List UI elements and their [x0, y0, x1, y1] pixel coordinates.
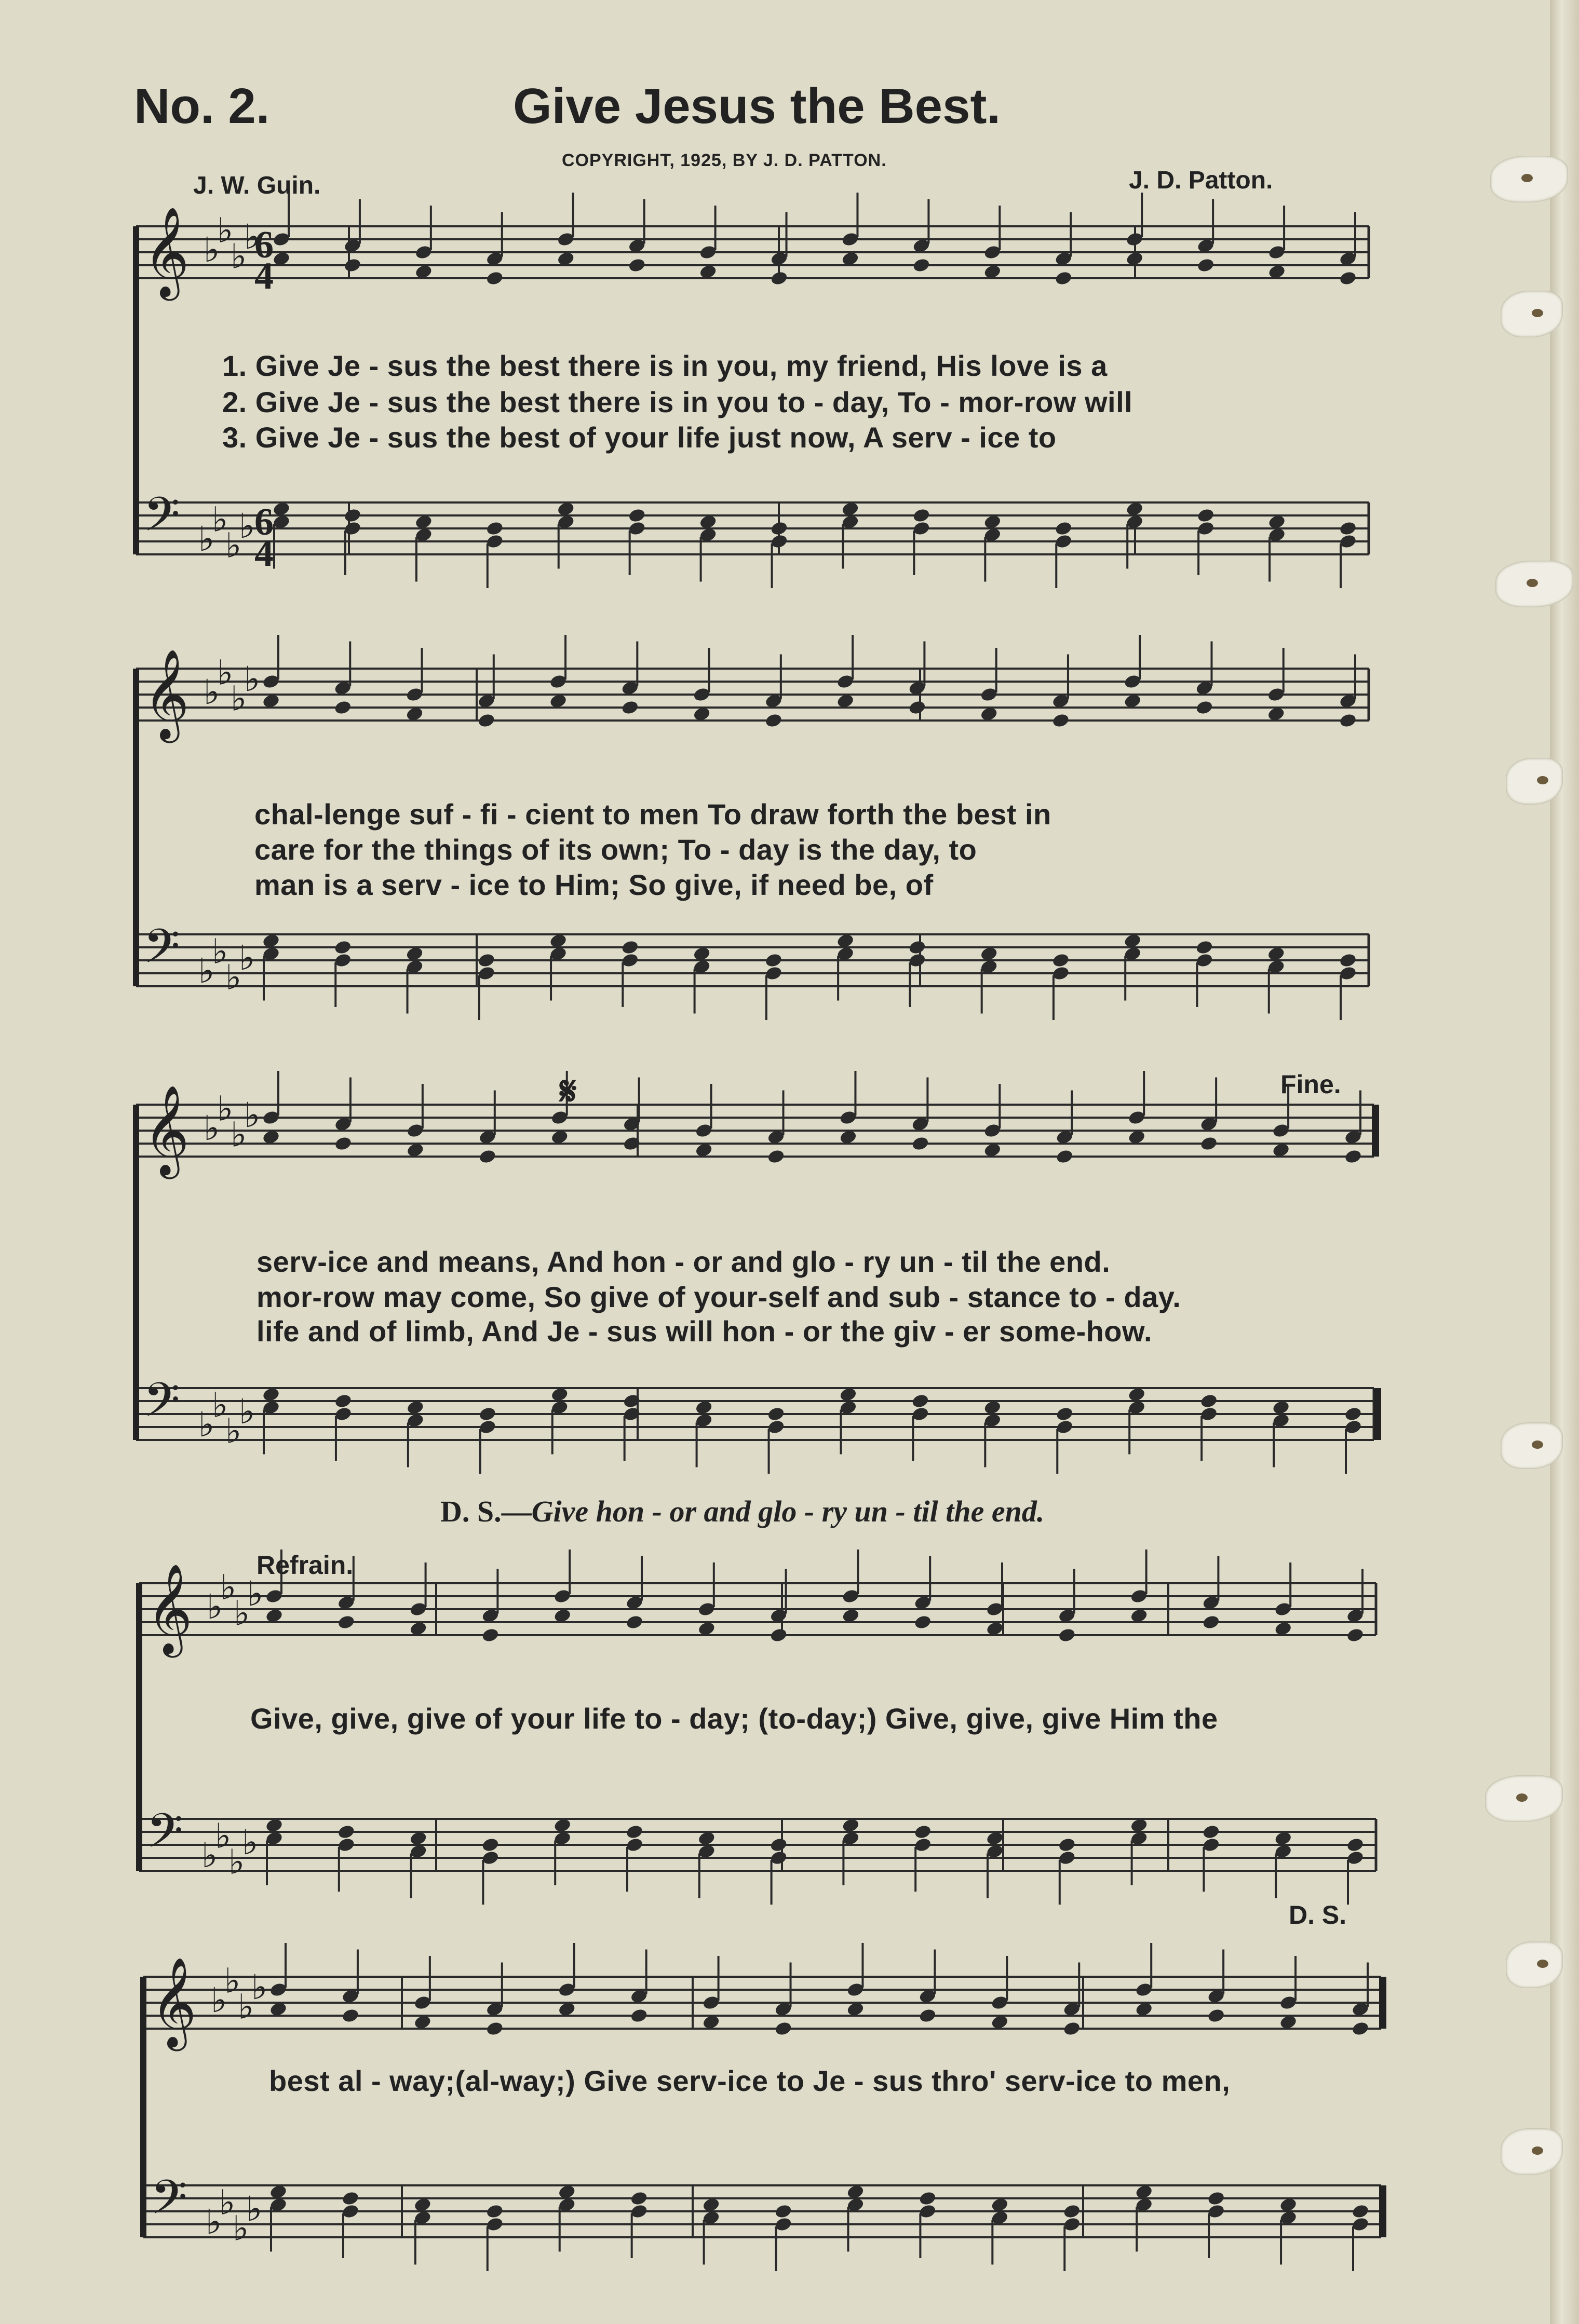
ds-lyric: Give hon - or and glo - ry un - til the end.	[531, 1494, 1045, 1528]
notehead	[919, 2191, 937, 2207]
notehead	[620, 940, 639, 956]
ds-prefix: D. S.—	[440, 1494, 532, 1528]
flat-icon: ♭	[201, 1836, 218, 1875]
ds-instruction	[440, 1494, 1044, 1529]
notehead	[919, 2008, 937, 2024]
notehead	[477, 713, 496, 729]
notehead	[485, 270, 504, 287]
notehead	[1207, 2191, 1225, 2207]
notehead	[770, 1627, 788, 1643]
flat-icon: ♭	[198, 1405, 215, 1445]
notehead	[1199, 1136, 1218, 1152]
notehead	[770, 1837, 788, 1853]
notehead	[1207, 2008, 1225, 2024]
flat-icon: ♭	[247, 1574, 264, 1614]
verse-2-line-1: 2. Give Je - sus the best there is in you to - day, To - mor-row will	[222, 386, 1133, 418]
bass-clef-icon: 𝄢	[143, 487, 180, 553]
notehead	[341, 2008, 360, 2024]
treble-clef-icon: 𝄞	[143, 207, 190, 297]
flat-icon: ♭	[198, 519, 215, 559]
treble-clef-icon: 𝄞	[143, 1085, 190, 1175]
notehead	[767, 1406, 786, 1422]
notehead	[764, 713, 783, 729]
composer-credit: J. D. Patton.	[1129, 167, 1273, 194]
notehead	[1339, 713, 1357, 729]
notehead	[1062, 2021, 1081, 2037]
flat-icon: ♭	[211, 1980, 227, 2020]
flat-icon: ♭	[217, 653, 234, 693]
hymn-title: Give Jesus the Best.	[513, 78, 1001, 134]
notehead	[1202, 1614, 1221, 1630]
notehead	[477, 953, 496, 969]
notehead	[485, 521, 504, 537]
notehead	[630, 2008, 649, 2024]
final-barline	[1379, 2185, 1386, 2237]
notehead	[764, 953, 783, 969]
flat-icon: ♭	[244, 659, 261, 699]
notehead	[913, 1824, 932, 1840]
flat-icon: ♭	[204, 1108, 220, 1148]
final-barline	[1372, 1105, 1379, 1157]
flat-icon: ♭	[217, 210, 234, 251]
flat-icon: ♭	[224, 1961, 241, 2001]
verse-1-line-2: chal-lenge suf - fi - cient to men To draw forth the best in	[254, 798, 1051, 831]
flat-icon: ♭	[231, 678, 247, 719]
notehead	[1339, 521, 1357, 537]
verse-2-line-3: mor-row may come, So give of your-self and sub - stance to - day.	[257, 1281, 1181, 1313]
notehead	[1062, 2204, 1081, 2220]
notehead	[1351, 2204, 1370, 2220]
flat-icon: ♭	[225, 1411, 242, 1451]
notehead	[1339, 953, 1357, 969]
notehead	[908, 700, 927, 716]
refrain-marker: Refrain.	[257, 1551, 354, 1580]
notehead	[478, 1149, 497, 1165]
flat-icon: ♭	[239, 1392, 255, 1432]
flat-icon: ♭	[251, 1967, 268, 2007]
flat-icon: ♭	[212, 499, 228, 540]
ds-marker: D. S.	[1289, 1900, 1347, 1929]
notehead	[625, 1824, 644, 1840]
notehead	[1058, 1627, 1076, 1643]
notehead	[913, 1614, 932, 1630]
final-barline	[1374, 1388, 1381, 1440]
notehead	[774, 2021, 793, 2037]
notehead	[334, 1136, 353, 1152]
treble-clef-icon: 𝄞	[151, 1957, 197, 2047]
notehead	[1055, 1406, 1074, 1422]
flat-icon: ♭	[244, 1095, 261, 1135]
treble-clef-icon: 𝄞	[143, 649, 190, 739]
flat-icon: ♭	[239, 938, 255, 978]
notehead	[343, 508, 362, 524]
lyricist-credit: J. W. Guin.	[193, 172, 321, 199]
notehead	[1351, 2021, 1370, 2037]
notehead	[1051, 953, 1070, 969]
bass-clef-icon: 𝄢	[146, 1803, 183, 1870]
flat-icon: ♭	[206, 2202, 222, 2242]
notehead	[1339, 270, 1357, 287]
flat-icon: ♭	[215, 1816, 232, 1856]
segno-sign: 𝄋	[560, 1070, 577, 1113]
flat-icon: ♭	[212, 931, 228, 972]
notehead	[343, 257, 362, 274]
copyright-line: COPYRIGHT, 1925, BY J. D. PATTON.	[562, 151, 887, 170]
flat-icon: ♭	[212, 1385, 228, 1425]
notehead	[630, 2191, 649, 2207]
verse-1-line-3: serv-ice and means, And hon - or and glo - ry un - til the end.	[257, 1245, 1111, 1278]
notehead	[767, 1149, 786, 1165]
flat-icon: ♭	[198, 951, 215, 991]
notehead	[485, 2204, 504, 2220]
flat-icon: ♭	[239, 506, 255, 546]
notehead	[911, 1136, 930, 1152]
notehead	[478, 1406, 497, 1422]
fine-marker: Fine.	[1280, 1070, 1341, 1099]
notehead	[1054, 521, 1073, 537]
notehead	[1346, 1837, 1365, 1853]
notehead	[481, 1627, 500, 1643]
notehead	[1195, 700, 1214, 716]
notehead	[1051, 713, 1070, 729]
notehead	[770, 521, 789, 537]
flat-icon: ♭	[231, 1115, 247, 1155]
notehead	[1196, 257, 1215, 274]
time-signature-bass: 6 4	[254, 501, 274, 575]
notehead	[1055, 1149, 1074, 1165]
notehead	[908, 940, 927, 956]
verse-3-line-1: 3. Give Je - sus the best of your life just now, A serv - ice to	[222, 421, 1057, 454]
flat-icon: ♭	[220, 1567, 237, 1608]
verse-2-line-2: care for the things of its own; To - day is the day, to	[254, 833, 977, 866]
hymn-number: No. 2.	[134, 78, 270, 134]
notehead	[628, 508, 646, 524]
flat-icon: ♭	[244, 217, 261, 257]
flat-icon: ♭	[204, 230, 220, 270]
notehead	[341, 2191, 360, 2207]
flat-icon: ♭	[207, 1587, 223, 1627]
flat-icon: ♭	[238, 1987, 254, 2027]
notehead	[485, 2021, 504, 2037]
notehead	[333, 700, 352, 716]
notehead	[774, 2204, 793, 2220]
verse-1-line-1: 1. Give Je - sus the best there is in you, my friend, His love is a	[222, 349, 1108, 382]
notehead	[1344, 1406, 1362, 1422]
bass-clef-icon: 𝄢	[151, 2170, 187, 2236]
notehead	[1196, 508, 1215, 524]
time-signature-treble: 6 4	[254, 224, 274, 297]
notehead	[481, 1837, 500, 1853]
flat-icon: ♭	[204, 672, 220, 712]
bass-clef-icon: 𝄢	[143, 1372, 180, 1439]
flat-icon: ♭	[233, 2208, 249, 2249]
notehead	[337, 1824, 356, 1840]
refrain-lyric-line-2: best al - way;(al-way;) Give serv-ice to Je - sus thro' serv-ice to men,	[269, 2064, 1231, 2097]
notehead	[912, 257, 931, 274]
notehead	[1054, 270, 1073, 287]
notehead	[337, 1614, 356, 1630]
flat-icon: ♭	[225, 957, 242, 998]
verse-3-line-2: man is a serv - ice to Him; So give, if need be, of	[254, 868, 934, 901]
notehead	[911, 1393, 930, 1409]
treble-clef-icon: 𝄞	[146, 1564, 193, 1654]
notehead	[628, 257, 646, 274]
notehead	[1058, 1837, 1076, 1853]
notehead	[912, 508, 931, 524]
verse-3-line-3: life and of limb, And Je - sus will hon - or the giv - er some-how.	[257, 1315, 1153, 1348]
notehead	[1195, 940, 1214, 956]
notehead	[1202, 1824, 1221, 1840]
flat-icon: ♭	[231, 236, 247, 277]
flat-icon: ♭	[219, 2182, 236, 2223]
notehead	[620, 700, 639, 716]
notehead	[770, 270, 789, 287]
flat-icon: ♭	[242, 1823, 259, 1863]
notehead	[1346, 1627, 1365, 1643]
refrain-lyric-line-1: Give, give, give of your life to - day; (to-day;) Give, give, give Him the	[250, 1702, 1218, 1735]
notehead	[334, 1393, 353, 1409]
flat-icon: ♭	[228, 1842, 245, 1882]
notehead	[1344, 1149, 1362, 1165]
notehead	[333, 940, 352, 956]
notehead	[1199, 1393, 1218, 1409]
flat-icon: ♭	[225, 525, 242, 566]
flat-icon: ♭	[217, 1089, 234, 1129]
flat-icon: ♭	[246, 2189, 263, 2229]
final-barline	[1379, 1977, 1386, 2029]
notehead	[625, 1614, 644, 1630]
flat-icon: ♭	[234, 1593, 250, 1634]
bass-clef-icon: 𝄢	[143, 919, 180, 985]
